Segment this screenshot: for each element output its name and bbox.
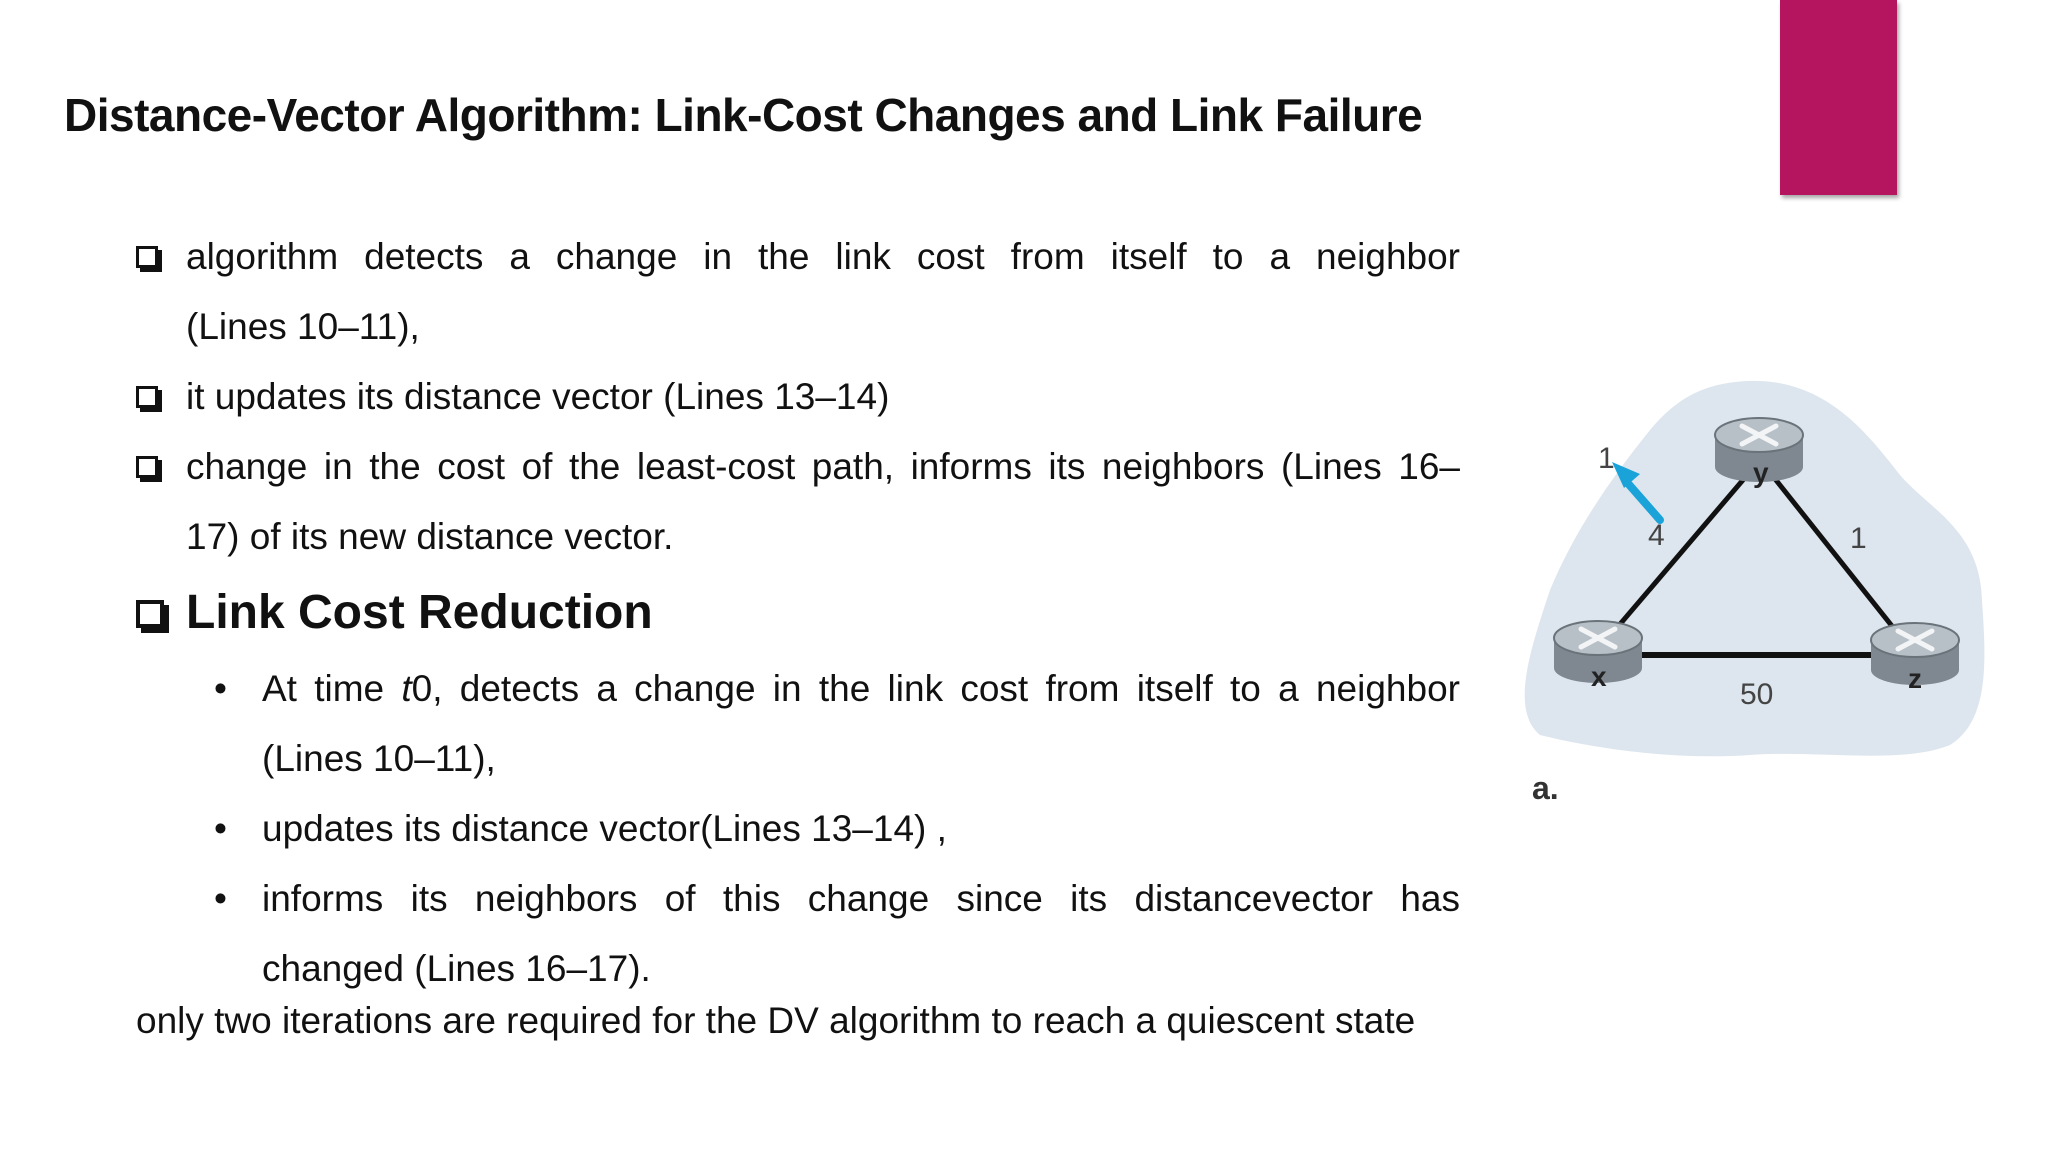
bullet-item	[136, 362, 1460, 432]
dot-bullet-icon: •	[214, 808, 227, 849]
sub-bullet-item	[136, 864, 1460, 1004]
accent-bar	[1780, 0, 1897, 195]
node-label-x: x	[1591, 661, 1607, 692]
bullet-text-continued: 17) of its new distance vector.	[186, 516, 674, 557]
bullet-text-continued: (Lines 10–11),	[186, 306, 420, 347]
bullet-item	[136, 222, 1460, 362]
sub-bullet-text-continued: (Lines 10–11),	[262, 738, 496, 779]
bullet-text: it updates its distance vector (Lines 13–14)	[186, 376, 890, 417]
time-variable: t	[401, 668, 412, 709]
node-label-z: z	[1908, 663, 1922, 694]
slide-title: Distance-Vector Algorithm: Link-Cost Changes and Link Failure	[64, 89, 1423, 141]
node-label-y: y	[1753, 457, 1769, 488]
bullet-text: algorithm detects a change in the link cost from itself to a neighbor	[186, 236, 1460, 277]
sub-bullet-text: updates its distance vector(Lines 13–14) ,	[262, 808, 947, 849]
sub-bullet-item	[136, 654, 1460, 794]
section-heading	[136, 572, 1460, 654]
checkbox-bullet-icon	[136, 456, 158, 478]
checkbox-bullet-icon	[136, 246, 158, 268]
link-cost-x-z: 50	[1740, 678, 1774, 711]
sub-bullet-text-post: 0, detects a change in the link cost from itself to a neighbor	[411, 668, 1460, 709]
link-cost-x-y: 4	[1648, 519, 1665, 552]
slide-body	[136, 222, 1460, 1004]
checkbox-bullet-icon	[136, 600, 164, 628]
sub-bullet-item	[136, 794, 1460, 864]
network-topology-figure	[1520, 370, 1990, 830]
figure-label: a.	[1532, 770, 1559, 806]
section-heading-text: Link Cost Reduction	[186, 586, 653, 639]
new-link-cost-label: 1	[1598, 442, 1615, 475]
checkbox-bullet-icon	[136, 386, 158, 408]
bullet-text: change in the cost of the least-cost path, informs its neighbors (Lines 16–	[186, 446, 1460, 487]
sub-bullet-text-continued: changed (Lines 16–17).	[262, 948, 651, 989]
link-cost-y-z: 1	[1850, 522, 1867, 555]
footnote-text: only two iterations are required for the DV algorithm to reach a quiescent state	[136, 1000, 1416, 1041]
bullet-item	[136, 432, 1460, 572]
dot-bullet-icon: •	[214, 668, 227, 709]
sub-bullet-line	[262, 654, 1460, 724]
dot-bullet-icon: •	[214, 878, 227, 919]
sub-bullet-text: informs its neighbors of this change since its distancevector has	[262, 878, 1460, 919]
sub-bullet-text-pre: At time	[262, 668, 402, 709]
